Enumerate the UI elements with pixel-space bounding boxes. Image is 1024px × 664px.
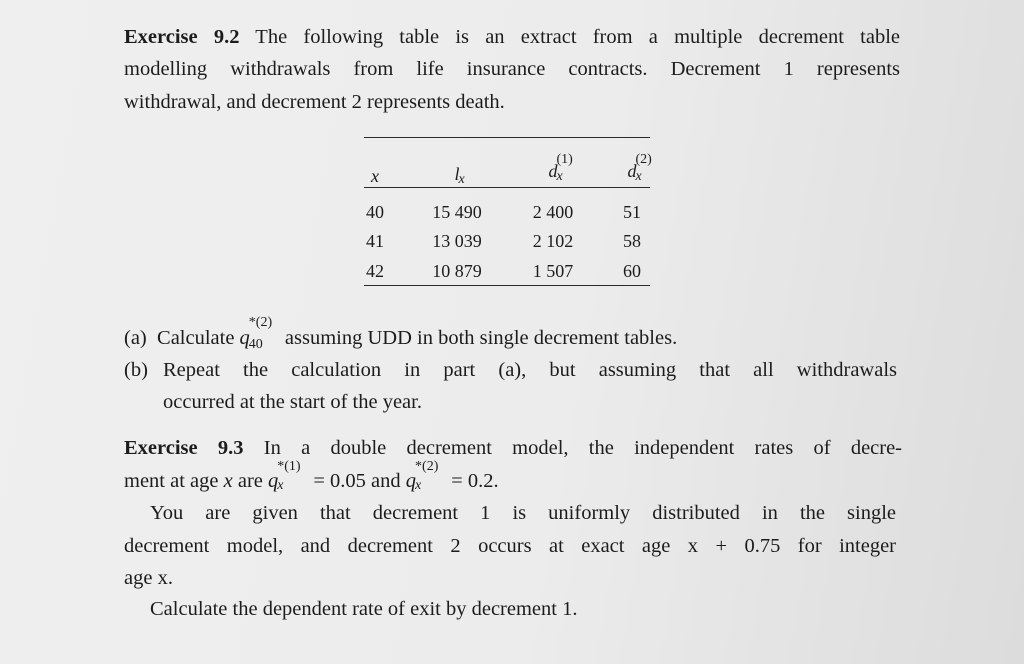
header-lx: l x xyxy=(454,164,465,187)
cell-x: 42 xyxy=(366,261,384,281)
cell-x: 40 xyxy=(366,202,384,222)
ex93-line-5: age x. xyxy=(124,567,173,589)
cell-x: 41 xyxy=(366,231,384,251)
q40-symbol: q *(2) 40 xyxy=(239,315,273,352)
part-a: (a) Calculate q *(2) 40 assuming UDD in both single decrement tables. xyxy=(124,315,678,352)
cell-d2: 51 xyxy=(623,202,641,222)
cell-d2: 60 xyxy=(623,261,641,281)
table-bottom-rule xyxy=(364,285,650,286)
ex93-line-2: ment at age x are q *(1) x = 0.05 and q *(2) x = 0.2. xyxy=(124,459,499,493)
cell-d1: 1 507 xyxy=(532,261,574,281)
header-x: x xyxy=(371,166,379,186)
ex93-line-3: You are given that decrement 1 is uniformly distributed in the single xyxy=(150,502,896,524)
part-b-line-2: occurred at the start of the year. xyxy=(163,391,422,413)
table-top-rule xyxy=(364,137,650,138)
cell-d2: 58 xyxy=(623,231,641,251)
ex92-line-3: withdrawal, and decrement 2 represents death. xyxy=(124,91,505,113)
header-d1: d (1) x xyxy=(548,152,573,184)
cell-lx: 13 039 xyxy=(432,231,482,251)
ex92-line-1 xyxy=(124,27,900,48)
ex92-line-2: modelling withdrawals from life insurance contracts. Decrement 1 represents xyxy=(124,58,900,80)
ex93-line-4: decrement model, and decrement 2 occurs at exact age x + 0.75 for integer xyxy=(124,535,896,557)
table-header-rule xyxy=(364,187,650,188)
ex93-line-6: Calculate the dependent rate of exit by decrement 1. xyxy=(150,598,578,620)
cell-d1: 2 102 xyxy=(532,231,574,251)
ex92-text-1: The following table is an extract from a multiple decrement table xyxy=(255,26,900,48)
cell-lx: 10 879 xyxy=(432,261,482,281)
ex93-line-1: Exercise 9.3 In a double decrement model, the independent rates of decre- xyxy=(124,437,903,459)
part-b-line-1: Repeat the calculation in part (a), but assuming that all withdrawals xyxy=(163,359,897,381)
ex92-label: Exercise 9.2 xyxy=(124,26,240,48)
cell-d1: 2 400 xyxy=(532,202,574,222)
cell-lx: 15 490 xyxy=(432,202,482,222)
header-d2: d (2) x xyxy=(627,152,652,184)
ex93-label: Exercise 9.3 xyxy=(124,437,244,459)
part-b-label: (b) xyxy=(124,359,148,381)
